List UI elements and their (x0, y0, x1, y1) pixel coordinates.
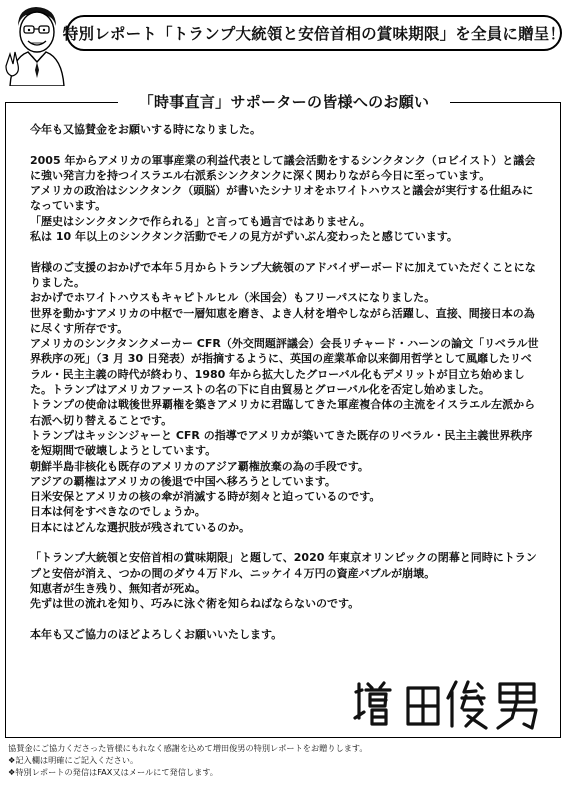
letter-line: 本年も又ご協力のほどよろしくお願いいたします。 (30, 627, 283, 641)
footer-note: ❖記入欄は明確にご記入ください。 (8, 755, 139, 765)
paragraph-gap (30, 137, 540, 152)
footer-notes (8, 742, 560, 778)
letter-line: アメリカの政治はシンクタンク（頭脳）が書いたシナリオをホワイトハウスと議会が実行する仕組みになっています。 (30, 184, 534, 213)
letter-body (30, 122, 540, 642)
footer-note: ❖特別レポートの発信はFAX又はメールにて発信します。 (8, 767, 218, 777)
letter-line: アメリカのシンクタンクメーカー CFR（外交問題評議会）会長リチャード・ハーンの論文「リベラル世界秩序の死」（3 月 30 日発表）が指摘するように、英国の産業革命以来御用哲学として風靡したリベラル・民主主義の時代が終わり、1980 年から拡大したグローバル化もデメリットが目立ち始めました。トランプはアメリカファーストの名の下に自由貿易とグローバル化を否定し始めました。 (30, 337, 539, 397)
letter-line: 日本にはどんな選択肢が残されているのか。 (30, 520, 250, 534)
letter-line: 2005 年からアメリカの軍事産業の利益代表として議会活動をするシンクタンク（ロビイスト）と議会に強い発言力を持つイスラエル右派系シンクタンクに深く関わりながら今日に至っています。 (30, 153, 536, 182)
letter-line: トランプはキッシンジャーと CFR の指導でアメリカが築いてきた既存のリベラル・民主主義世界秩序を短期間で破壊しようとしています。 (30, 428, 533, 458)
paragraph-gap (30, 535, 540, 550)
letter-line: 朝鮮半島非核化も既存のアメリカのアジア覇権放棄の為の手段です。 (30, 459, 369, 473)
letter-line: トランプの使命は戦後世界覇権を築きアメリカに君臨してきた軍産複合体の主流をイスラエル左派から右派へ切り替えることです。 (30, 398, 536, 427)
letter-line: 先ずは世の流れを知り、巧みに泳ぐ術を知らねばならないのです。 (30, 597, 360, 611)
letter-line: 今年も又協賛金をお願いする時になりました。 (30, 123, 261, 136)
author-portrait-illustration (4, 2, 68, 86)
letter-heading: 「時事直言」サポーターの皆様へのお願い (118, 91, 450, 113)
letter-line: 世界を動かすアメリカの中枢で一層知恵を磨き、よき人材を増やしながら活躍し、直接、間接日本の為に尽くす所存です。 (30, 306, 535, 335)
letter-line: 皆様のご支援のおかげで本年５月からトランプ大統領のアドバイザーボードに加えていただくことになりました。 (30, 260, 536, 289)
letter-line: 「トランプ大統領と安倍首相の賞味期限」と題して、2020 年東京オリンピックの閉幕と同時にトランプと安倍が消え、つかの間のダウ４万ドル、ニッケイ４万円の資産バブルが崩壊。 (30, 551, 537, 580)
letter-line: おかげでホワイトハウスもキャピトルヒル（米国会）もフリーパスになりました。 (30, 291, 436, 305)
report-offer-banner: 特別レポート「トランプ大統領と安倍首相の賞味期限」を全員に贈呈！ (66, 15, 562, 51)
letter-line: 日本は何をすべきなのでしょうか。 (30, 505, 206, 519)
letter-line: 私は 10 年以上のシンクタンク活動でモノの見方がずいぶん変わったと感じています。 (30, 230, 458, 244)
letter-line: 日米安保とアメリカの核の傘が消滅する時が刻々と迫っているのです。 (30, 490, 381, 504)
letter-line: アジアの覇権はアメリカの後退で中国へ移ろうとしています。 (30, 474, 336, 488)
letter-line: 知恵者が生き残り、無知者が死ぬ。 (30, 581, 206, 595)
letter-line: 「歴史はシンクタンクで作られる」と言っても過言ではありません。 (30, 214, 371, 228)
handwritten-signature (352, 678, 544, 732)
paragraph-gap (30, 612, 540, 627)
page-header (0, 0, 565, 86)
paragraph-gap (30, 244, 540, 259)
footer-note: 協賛金にご協力くださった皆様にもれなく感謝を込めて増田俊男の特別レポートをお贈りします。 (8, 743, 368, 753)
